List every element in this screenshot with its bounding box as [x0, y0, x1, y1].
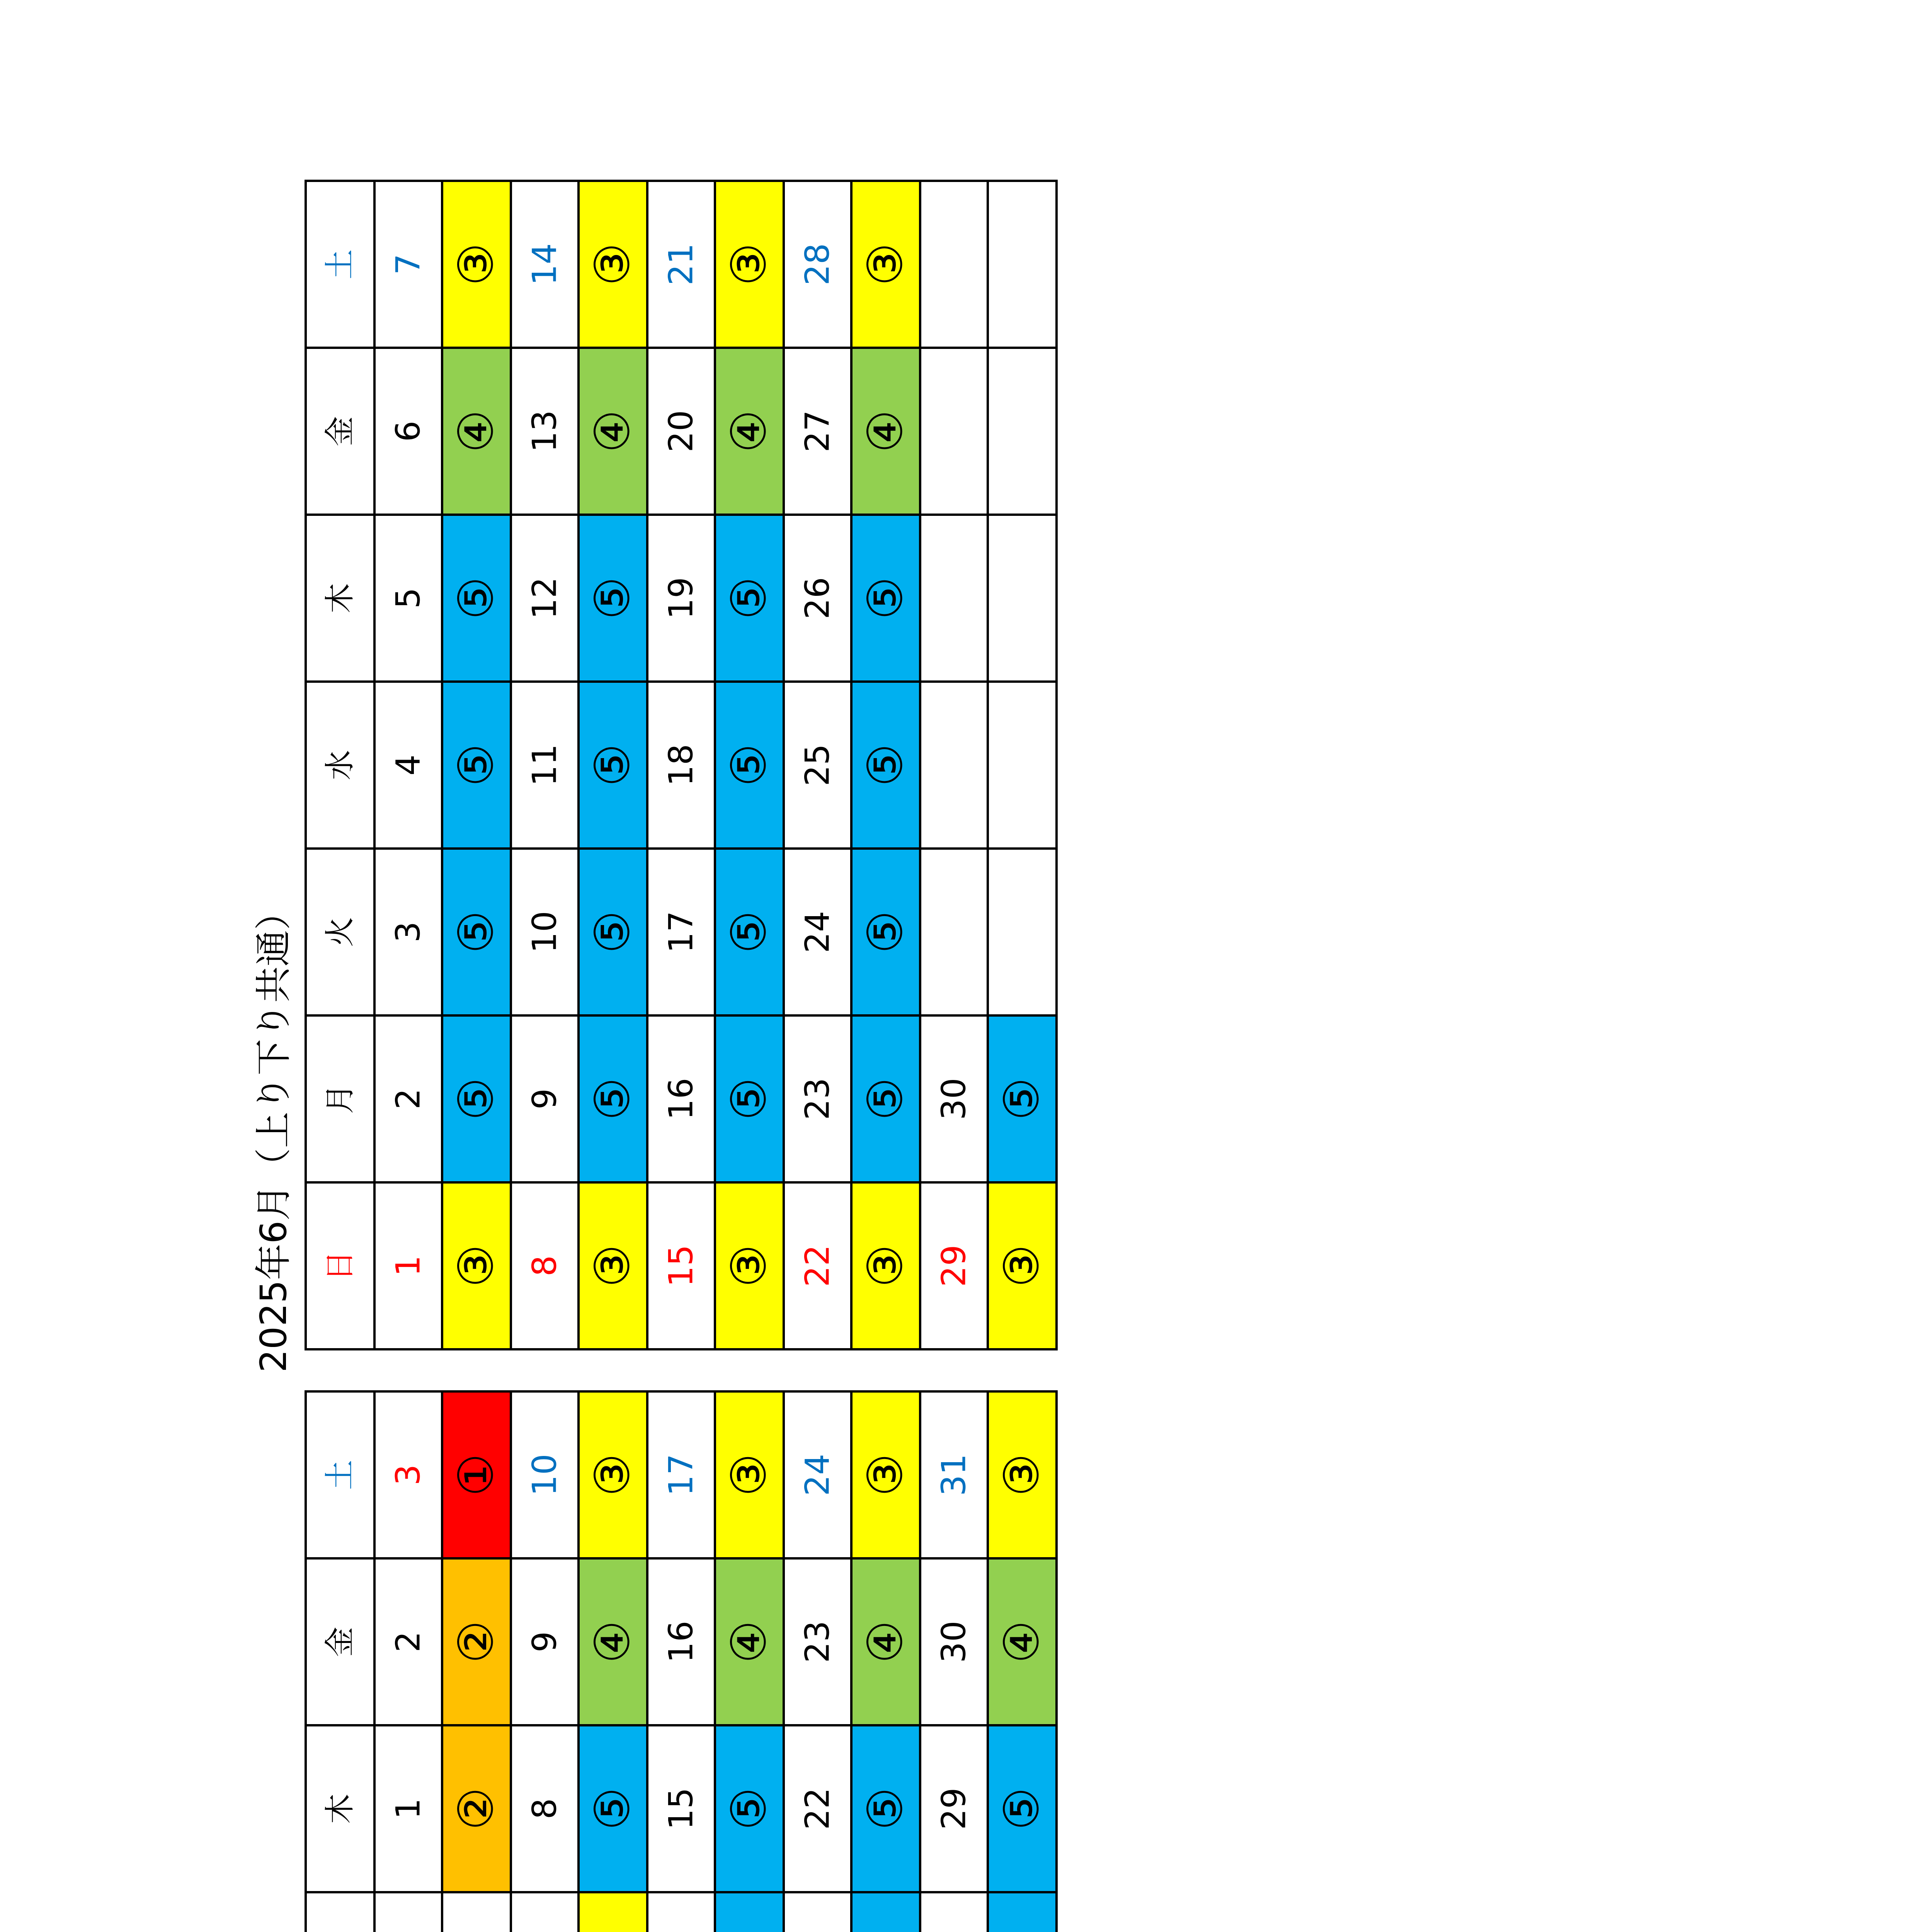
date-cell	[374, 1892, 442, 1932]
weekday-row	[306, 1015, 1057, 1182]
schedule-cell	[442, 515, 511, 682]
date-cell	[784, 1892, 851, 1932]
weekday-row	[306, 1182, 1057, 1349]
schedule-cell	[715, 181, 784, 348]
schedule-cell	[851, 515, 920, 682]
schedule-mark: ③	[585, 1244, 641, 1287]
date-number: 9	[525, 1088, 564, 1110]
date-cell	[784, 1182, 851, 1349]
schedule-cell	[988, 682, 1057, 849]
date-number: 27	[798, 410, 837, 452]
date-cell	[647, 682, 715, 849]
schedule-cell	[442, 181, 511, 348]
date-number: 7	[389, 253, 428, 275]
schedule-cell	[579, 1892, 647, 1932]
schedule-mark: ⑤	[585, 1077, 641, 1121]
schedule-mark: ③	[448, 1244, 504, 1287]
date-cell	[511, 1015, 579, 1182]
schedule-mark: ④	[721, 410, 777, 453]
date-number: 13	[525, 410, 564, 452]
date-cell	[920, 348, 988, 515]
weekday-row	[306, 515, 1057, 682]
schedule-cell	[715, 348, 784, 515]
schedule-mark: ⑤	[994, 1077, 1050, 1121]
schedule-mark: ④	[448, 410, 504, 453]
weekday-header	[306, 1015, 374, 1182]
date-cell	[784, 849, 851, 1015]
date-number: 3	[389, 1464, 428, 1486]
date-cell	[920, 1892, 988, 1932]
schedule-cell	[442, 348, 511, 515]
date-cell	[511, 348, 579, 515]
weekday-header	[306, 1892, 374, 1932]
date-cell	[374, 1182, 442, 1349]
date-cell	[647, 1725, 715, 1892]
date-number: 21	[662, 243, 701, 286]
weekday-header	[306, 515, 374, 682]
date-cell	[374, 849, 442, 1015]
date-cell	[511, 1391, 579, 1558]
date-cell	[647, 849, 715, 1015]
weekday-label: 土	[322, 1459, 357, 1490]
schedule-cell	[851, 682, 920, 849]
schedule-cell	[579, 1015, 647, 1182]
schedule-mark: ⑤	[585, 577, 641, 620]
date-number: 8	[525, 1798, 564, 1820]
date-number: 28	[798, 243, 837, 286]
schedule-mark: ⑤	[721, 577, 777, 620]
weekday-row	[306, 682, 1057, 849]
date-number: 29	[934, 1787, 973, 1830]
date-number: 15	[662, 1245, 701, 1287]
schedule-cell	[988, 849, 1057, 1015]
weekday-row	[306, 1391, 1057, 1558]
date-cell	[784, 1725, 851, 1892]
weekday-label: 水	[322, 750, 357, 781]
schedule-mark: ②	[448, 1620, 504, 1663]
schedule-mark: ③	[858, 1453, 914, 1497]
date-cell	[784, 348, 851, 515]
weekday-label: 日	[322, 1250, 357, 1281]
date-cell	[784, 1391, 851, 1558]
date-cell	[920, 181, 988, 348]
weekday-header	[306, 1558, 374, 1725]
date-cell	[920, 1558, 988, 1725]
schedule-cell	[988, 515, 1057, 682]
date-cell	[784, 682, 851, 849]
weekday-row	[306, 1892, 1057, 1932]
weekday-row	[306, 1558, 1057, 1725]
schedule-mark: ⑤	[721, 1077, 777, 1121]
schedule-mark: ③	[858, 243, 914, 286]
date-cell	[784, 1558, 851, 1725]
weekday-label: 月	[322, 1083, 357, 1114]
schedule-cell	[442, 682, 511, 849]
schedule-cell	[988, 1892, 1057, 1932]
date-number: 20	[662, 410, 701, 452]
schedule-cell	[988, 1015, 1057, 1182]
date-cell	[920, 1182, 988, 1349]
date-cell	[647, 1182, 715, 1349]
date-cell	[647, 1558, 715, 1725]
schedule-cell	[851, 1892, 920, 1932]
date-number: 17	[662, 1454, 701, 1496]
schedule-mark: ⑤	[721, 1787, 777, 1830]
schedule-cell	[715, 849, 784, 1015]
date-number: 18	[662, 744, 701, 786]
schedule-cell	[715, 1558, 784, 1725]
schedule-mark: ⑤	[858, 577, 914, 620]
date-cell	[784, 181, 851, 348]
schedule-mark: ⑤	[448, 743, 504, 787]
date-cell	[647, 181, 715, 348]
date-number: 24	[798, 911, 837, 953]
schedule-cell	[715, 1182, 784, 1349]
date-cell	[374, 682, 442, 849]
schedule-cell	[851, 1015, 920, 1182]
date-number: 3	[389, 921, 428, 943]
weekday-label: 木	[322, 1793, 357, 1824]
date-cell	[374, 1725, 442, 1892]
schedule-mark: ⑤	[585, 910, 641, 954]
date-number: 1	[389, 1798, 428, 1820]
schedule-mark: ⑤	[448, 577, 504, 620]
schedule-cell	[579, 1558, 647, 1725]
schedule-cell	[579, 849, 647, 1015]
schedule-cell	[715, 1892, 784, 1932]
schedule-mark: ⑤	[448, 1077, 504, 1121]
schedule-mark: ⑤	[721, 910, 777, 954]
schedule-cell	[442, 849, 511, 1015]
schedule-mark: ③	[858, 1244, 914, 1287]
date-cell	[920, 849, 988, 1015]
schedule-cell	[851, 181, 920, 348]
schedule-mark: ⑤	[858, 910, 914, 954]
weekday-header	[306, 682, 374, 849]
date-number: 9	[525, 1631, 564, 1653]
date-cell	[647, 515, 715, 682]
date-number: 31	[934, 1454, 973, 1496]
date-number: 14	[525, 243, 564, 286]
schedule-mark: ⑤	[994, 1787, 1050, 1830]
schedule-mark: ③	[721, 243, 777, 286]
date-cell	[374, 515, 442, 682]
date-number: 30	[934, 1621, 973, 1663]
date-cell	[647, 1015, 715, 1182]
date-cell	[374, 348, 442, 515]
schedule-mark: ③	[994, 1453, 1050, 1497]
schedule-mark: ⑤	[585, 1787, 641, 1830]
date-number: 12	[525, 577, 564, 619]
schedule-mark: ③	[994, 1244, 1050, 1287]
schedule-mark: ⑤	[721, 743, 777, 787]
schedule-cell	[715, 515, 784, 682]
schedule-cell	[442, 1182, 511, 1349]
date-cell	[920, 515, 988, 682]
schedule-mark: ③	[585, 1453, 641, 1497]
weekday-header	[306, 849, 374, 1015]
schedule-cell	[715, 1015, 784, 1182]
date-cell	[511, 1725, 579, 1892]
schedule-cell	[851, 1182, 920, 1349]
date-number: 2	[389, 1631, 428, 1653]
date-number: 30	[934, 1078, 973, 1120]
date-number: 11	[525, 744, 564, 786]
date-cell	[647, 1892, 715, 1932]
date-cell	[511, 682, 579, 849]
weekday-header	[306, 181, 374, 348]
date-cell	[374, 181, 442, 348]
schedule-mark: ⑤	[858, 1787, 914, 1830]
date-cell	[511, 849, 579, 1015]
schedule-cell	[988, 348, 1057, 515]
weekday-header	[306, 1725, 374, 1892]
calendar-title-june: 2025年6月（上り下り共通）	[253, 893, 295, 1372]
date-cell	[511, 1558, 579, 1725]
schedule-mark: ⑤	[448, 910, 504, 954]
weekday-label: 木	[322, 583, 357, 614]
date-number: 5	[389, 587, 428, 609]
schedule-cell	[715, 1725, 784, 1892]
weekday-header	[306, 1182, 374, 1349]
schedule-cell	[851, 1558, 920, 1725]
schedule-mark: ④	[858, 1620, 914, 1663]
date-cell	[511, 1182, 579, 1349]
date-number: 29	[934, 1245, 973, 1287]
schedule-mark: ①	[448, 1453, 504, 1497]
weekday-header	[306, 1391, 374, 1558]
schedule-cell	[442, 1015, 511, 1182]
schedule-mark: ④	[858, 410, 914, 453]
date-cell	[784, 1015, 851, 1182]
schedule-cell	[579, 348, 647, 515]
schedule-cell	[988, 1558, 1057, 1725]
schedule-cell	[851, 849, 920, 1015]
date-cell	[374, 1558, 442, 1725]
schedule-cell	[442, 1892, 511, 1932]
date-number: 22	[798, 1787, 837, 1830]
schedule-cell	[442, 1391, 511, 1558]
schedule-cell	[851, 1725, 920, 1892]
weekday-label: 金	[322, 416, 357, 447]
schedule-cell	[715, 682, 784, 849]
date-number: 23	[798, 1621, 837, 1663]
date-number: 8	[525, 1255, 564, 1277]
date-number: 6	[389, 420, 428, 442]
weekday-label: 土	[322, 249, 357, 280]
schedule-mark: ④	[721, 1620, 777, 1663]
schedule-mark: ③	[721, 1244, 777, 1287]
schedule-cell	[579, 1182, 647, 1349]
date-number: 16	[662, 1078, 701, 1120]
schedule-cell	[988, 1182, 1057, 1349]
schedule-cell	[579, 1725, 647, 1892]
schedule-cell	[579, 682, 647, 849]
weekday-row	[306, 1725, 1057, 1892]
date-number: 16	[662, 1621, 701, 1663]
schedule-cell	[988, 181, 1057, 348]
schedule-cell	[579, 515, 647, 682]
date-number: 26	[798, 577, 837, 619]
schedule-cell	[715, 1391, 784, 1558]
schedule-cell	[988, 1725, 1057, 1892]
schedule-cell	[442, 1725, 511, 1892]
date-cell	[920, 1015, 988, 1182]
weekday-label: 火	[322, 917, 357, 947]
schedule-mark: ④	[585, 410, 641, 453]
date-cell	[920, 1725, 988, 1892]
date-number: 25	[798, 744, 837, 786]
calendar-grid-june	[305, 180, 1058, 1350]
schedule-mark: ⑤	[585, 743, 641, 787]
date-number: 1	[389, 1255, 428, 1277]
schedule-mark: ②	[448, 1787, 504, 1830]
date-cell	[511, 515, 579, 682]
date-number: 2	[389, 1088, 428, 1110]
date-number: 22	[798, 1245, 837, 1287]
schedule-cell	[851, 348, 920, 515]
schedule-mark: ④	[585, 1620, 641, 1663]
date-number: 4	[389, 754, 428, 776]
date-cell	[374, 1015, 442, 1182]
date-number: 19	[662, 577, 701, 619]
date-number: 24	[798, 1454, 837, 1496]
date-number: 23	[798, 1078, 837, 1120]
weekday-header	[306, 348, 374, 515]
schedule-mark: ③	[585, 243, 641, 286]
schedule-mark: ③	[721, 1453, 777, 1497]
date-number: 10	[525, 911, 564, 953]
calendar-grid-may	[305, 1390, 1058, 1932]
date-cell	[920, 1391, 988, 1558]
schedule-cell	[851, 1391, 920, 1558]
date-cell	[647, 348, 715, 515]
date-cell	[511, 1892, 579, 1932]
weekday-row	[306, 181, 1057, 348]
date-number: 17	[662, 911, 701, 953]
date-cell	[920, 682, 988, 849]
date-number: 10	[525, 1454, 564, 1496]
schedule-cell	[579, 181, 647, 348]
schedule-cell	[988, 1391, 1057, 1558]
date-cell	[374, 1391, 442, 1558]
weekday-row	[306, 348, 1057, 515]
schedule-cell	[579, 1391, 647, 1558]
schedule-mark: ⑤	[858, 1077, 914, 1121]
date-cell	[511, 181, 579, 348]
schedule-mark: ③	[448, 243, 504, 286]
date-number: 15	[662, 1787, 701, 1830]
weekday-row	[306, 849, 1057, 1015]
schedule-mark: ④	[994, 1620, 1050, 1663]
schedule-mark: ⑤	[858, 743, 914, 787]
date-cell	[784, 515, 851, 682]
weekday-label: 金	[322, 1626, 357, 1657]
schedule-cell	[442, 1558, 511, 1725]
date-cell	[647, 1391, 715, 1558]
